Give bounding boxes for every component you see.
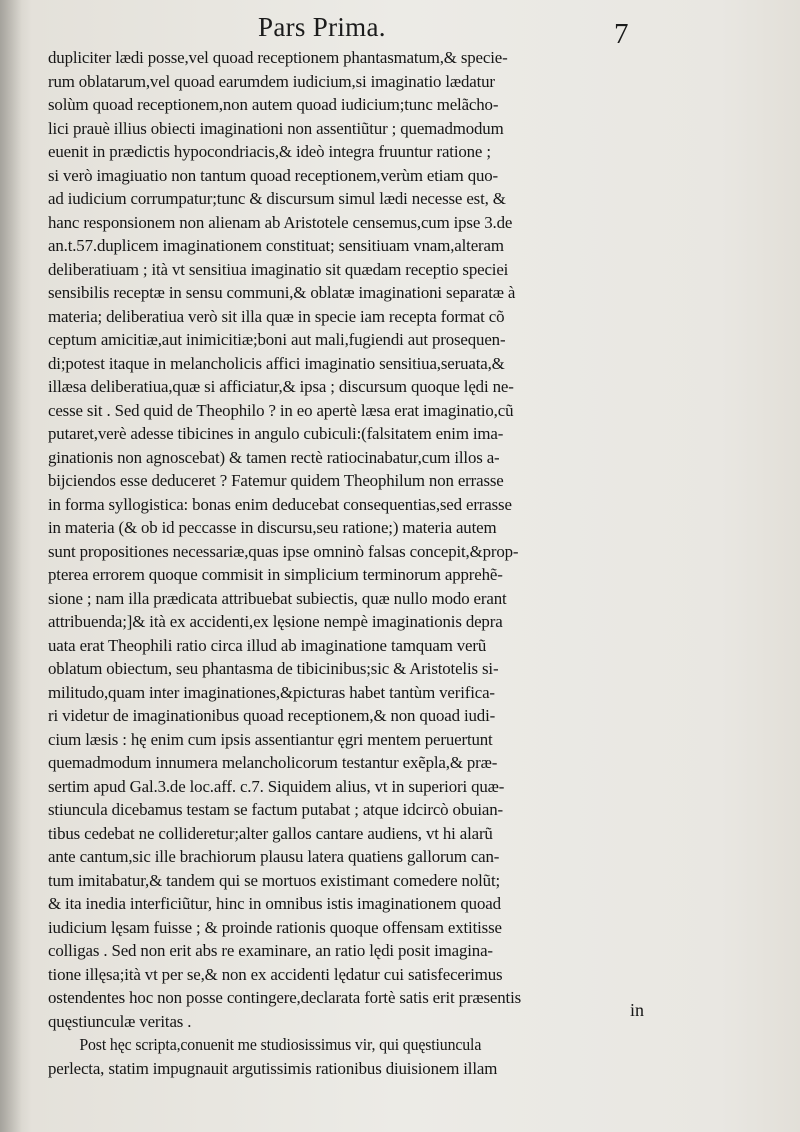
text-line: si verò imagiuatio non tantum quoad receptionem,verùm etiam quo- [48, 165, 499, 185]
text-line: materia; deliberatiua verò sit illa quæ in specie iam recepta format cõ [48, 306, 505, 326]
page-number: 7 [614, 18, 629, 50]
text-line: stiuncula dicebamus testam se factum putabat ; atque idcircò obuian- [48, 800, 504, 819]
text-line: sertim apud Gal.3.de loc.aff. c.7. Siquidem alius, vt in superiori quæ- [48, 776, 505, 796]
text-line: attribuenda;]& ità ex accidenti,ex lęsione nempè imaginationis depra [48, 612, 503, 631]
text-line: putaret,verè adesse tibicines in angulo cubiculi:(falsitatem enim ima- [48, 424, 504, 443]
text-line: colligas . Sed non erit abs re examinare, an ratio lędi posit imagina- [48, 941, 493, 960]
text-line: ante cantum,sic ille brachiorum plausu latera quatiens gallorum can- [48, 847, 500, 866]
text-line: ri videtur de imaginationibus quoad receptionem,& non quoad iudi- [48, 706, 496, 725]
text-line: sione ; nam illa prædicata attribuebat subiectis, quæ nullo modo erant [48, 588, 507, 608]
text-line: bijciendos esse deduceret ? Fatemur quidem Theophilum non errasse [48, 471, 504, 490]
text-line: quęstiunculæ veritas . [48, 1011, 192, 1031]
text-line: tibus cedebat ne collideretur;alter gallos cantare audiens, vt hi alarũ [48, 823, 493, 843]
text-line: in materia (& ob id peccasse in discursu,seu ratione;) materia autem [48, 518, 497, 537]
text-line: di;potest itaque in melancholicis affici imaginatio sensitiua,seruata,& [48, 353, 505, 373]
text-line: perlecta, statim impugnauit argutissimis rationibus diuisionem illam [48, 1058, 498, 1078]
text-line: in forma syllogistica: bonas enim deducebat consequentias,sed errasse [48, 494, 512, 514]
text-line: lici prauè illius obiecti imaginationi non assentiũtur ; quemadmodum [48, 118, 504, 138]
text-line: militudo,quam inter imaginationes,&picturas habet tantùm verifica- [48, 682, 495, 702]
text-line: solùm quoad receptionem,non autem quoad iudicium;tunc melãcho- [48, 95, 499, 114]
text-line: sensibilis receptæ in sensu communi,& oblatæ imaginationi separatæ à [48, 283, 516, 302]
text-line: uata erat Theophili ratio circa illud ab imaginatione tamquam verũ [48, 635, 487, 655]
text-line: ostendentes hoc non posse contingere,declarata fortè satis erit præsentis [48, 988, 522, 1007]
catchword: in [630, 1000, 645, 1020]
text-line: ad iudicium corrumpatur;tunc & discursum simul lædi necesse est, & [48, 189, 506, 208]
paragraph-start-line: Post hęc scripta,conuenit me studiosissimus vir, qui quęstiuncula [79, 1035, 482, 1054]
text-line: & ita inedia interficiũtur, hinc in omnibus istis imaginationem quoad [48, 894, 501, 913]
text-line: sunt propositiones necessariæ,quas ipse omninò falsas concepit,&prop- [48, 541, 519, 561]
text-line: oblatum obiectum, seu phantasma de tibicinibus;sic & Aristotelis si- [48, 659, 499, 678]
text-line: an.t.57.duplicem imaginationem constituat; sensitiuam vnam,alteram [48, 236, 504, 255]
text-line: illæsa deliberatiua,quæ si afficiatur,& ipsa ; discursum quoque lędi ne- [48, 377, 514, 396]
text-line: tione illęsa;ità vt per se,& non ex accidenti lędatur cui satisfecerimus [48, 964, 503, 984]
text-line: deliberatiuam ; ità vt sensitiua imaginatio sit quædam receptio speciei [48, 259, 509, 279]
text-line: tum imitabatur,& tandem qui se mortuos existimant comedere nolũt; [48, 870, 501, 890]
text-line: hanc responsionem non alienam ab Aristotele censemus,cum ipse 3.de [48, 212, 513, 232]
running-head: Pars Prima. [258, 12, 386, 42]
text-line: dupliciter lædi posse,vel quoad receptionem phantasmatum,& specie- [48, 48, 508, 67]
text-line: euenit in prædictis hypocondriacis,& ideò integra fruuntur ratione ; [48, 142, 491, 161]
page-header [0, 4, 800, 48]
text-line: quemadmodum innumera melancholicorum testantur exẽpla,& præ- [48, 753, 498, 772]
text-line: ginationis non agnoscebat) & tamen rectè ratiocinabatur,cum illos a- [48, 447, 500, 467]
text-line: pterea errorem quoque commisit in simplicium terminorum apprehẽ- [48, 565, 503, 584]
text-line: cium læsis : hę enim cum ipsis assentiantur ęgri mentem peruertunt [48, 729, 493, 749]
text-line: rum oblatarum,vel quoad earumdem iudicium,si imaginatio lædatur [48, 71, 495, 91]
text-line: cesse sit . Sed quid de Theophilo ? in eo apertè læsa erat imaginatio,cũ [48, 400, 514, 420]
text-line: iudicium lęsam fuisse ; & proinde rationis quoque offensam extitisse [48, 917, 502, 937]
body-text [48, 46, 688, 1080]
binding-shadow [0, 0, 22, 1132]
text-line: ceptum amicitiæ,aut inimicitiæ;boni aut mali,fugiendi aut prosequen- [48, 330, 506, 349]
